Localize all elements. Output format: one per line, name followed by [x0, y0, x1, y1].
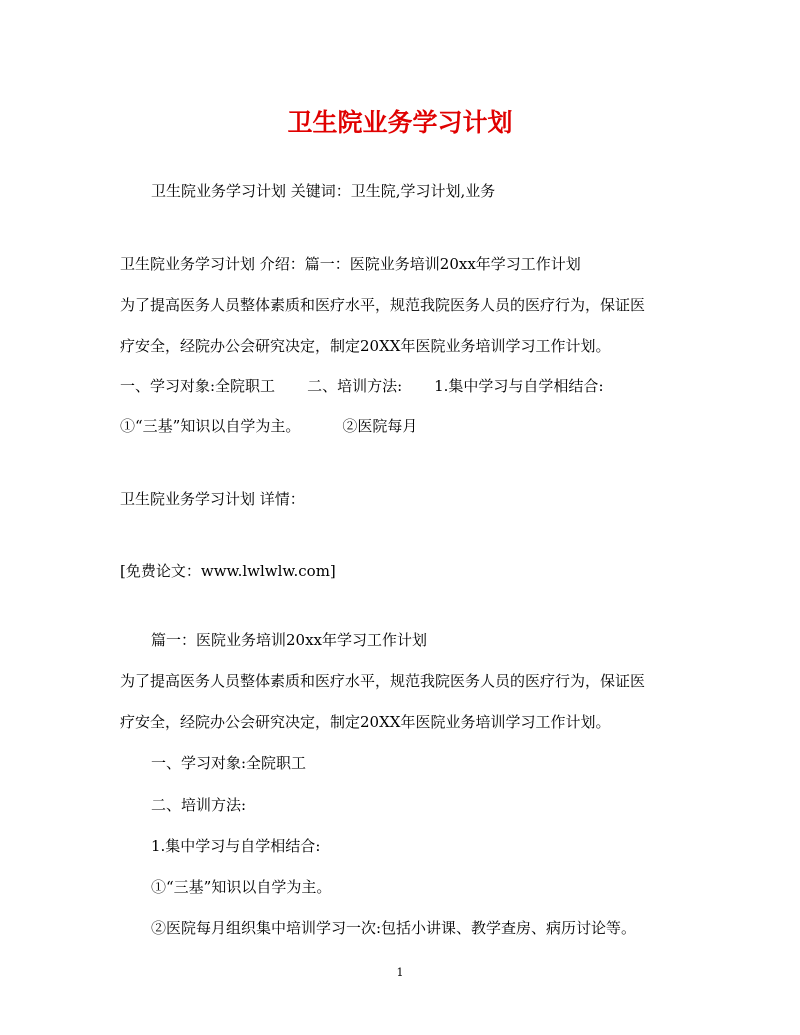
summary-study-target: 一、学习对象:全院职工	[120, 377, 276, 395]
body-paragraph-line-2: 疗安全，经院办公会研究决定，制定20XX年医院业务培训学习工作计划。	[120, 713, 611, 731]
intro-paragraph-line-2: 疗安全，经院办公会研究决定，制定20XX年医院业务培训学习工作计划。	[120, 337, 611, 355]
keywords-line: 卫生院业务学习计划 关键词：卫生院,学习计划,业务	[151, 182, 496, 200]
summary-training-method: 二、培训方法:	[307, 377, 403, 395]
source-link[interactable]: [免费论文：www.lwlwlw.com]	[120, 562, 336, 580]
summary-line	[120, 375, 604, 396]
intro-line: 卫生院业务学习计划 介绍：篇一：医院业务培训20xx年学习工作计划	[120, 255, 581, 273]
body-item-study-target: 一、学习对象:全院职工	[151, 754, 307, 772]
summary-method-item: 1.集中学习与自学相结合:	[434, 377, 604, 395]
body-item-self-study: ①“三基”知识以自学为主。	[151, 878, 332, 896]
summary-monthly: ②医院每月	[342, 417, 418, 435]
summary-line-2	[120, 415, 417, 436]
page-number: 1	[396, 966, 404, 979]
summary-self-study: ①“三基”知识以自学为主。	[120, 417, 301, 435]
body-item-training-method: 二、培训方法:	[151, 796, 247, 814]
intro-paragraph-line-1: 为了提高医务人员整体素质和医疗水平，规范我院医务人员的医疗行为，保证医	[120, 296, 646, 314]
body-item-monthly-training: ②医院每月组织集中培训学习一次:包括小讲课、教学查房、病历讨论等。	[151, 919, 637, 937]
body-item-combined-study: 1.集中学习与自学相结合:	[151, 837, 321, 855]
body-heading: 篇一：医院业务培训20xx年学习工作计划	[151, 631, 428, 649]
document-title: 卫生院业务学习计划	[287, 108, 513, 137]
body-paragraph-line-1: 为了提高医务人员整体素质和医疗水平，规范我院医务人员的医疗行为，保证医	[120, 672, 646, 690]
details-line: 卫生院业务学习计划 详情：	[120, 490, 305, 508]
